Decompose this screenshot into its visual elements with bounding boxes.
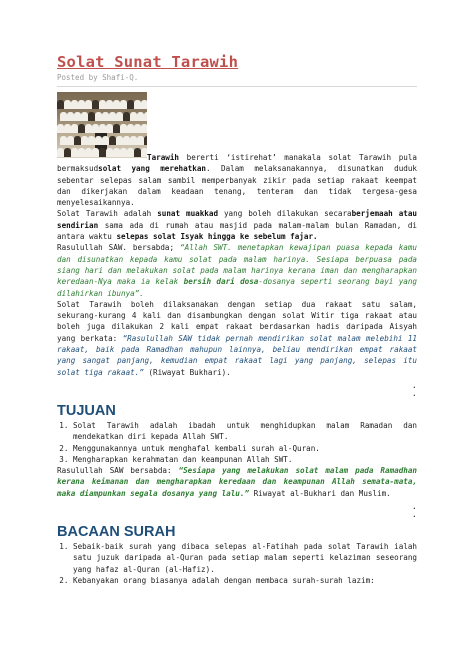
worshipper-figure (127, 100, 134, 109)
worshipper-figure (81, 136, 88, 145)
worshipper-figure (141, 124, 147, 133)
worshipper-figure (120, 100, 127, 109)
worshipper-figure (71, 124, 78, 133)
worshipper-figure (106, 100, 113, 109)
paragraph-method: Solat Tarawih boleh dilaksanakan dengan setiap dua rakaat satu salam, sekurang-kurang 4 kali dan disambungkan dengan solat Witir tiga rakaat atau boleh juga dilakukan 2 kali empat rakaat berdasarkan hadis daripada Aisyah yang berkata: “Rasulullah SAW tidak pernah mendirikan solat malam melebihi 11 rakaat, baik pada Ramadhan mahupun lainnya, beliau mendirikan empat rakaat yang sangat panjang, kemudian empat rakaat lagi yang panjang, selepas itu solat tiga rakaat.” (Riwayat Bukhari). (57, 299, 417, 377)
worshipper-figure (113, 100, 120, 109)
worshipper-figure (88, 136, 95, 145)
header-divider (57, 86, 417, 87)
worshipper-figure (106, 124, 113, 133)
worshipper-figure (99, 124, 106, 133)
heading-tujuan: TUJUAN (57, 402, 116, 419)
worshipper-figure (95, 136, 102, 145)
list-item: 1. Sebaik-baik surah yang dibaca selepas al-Fatihah pada solat Tarawih ialah satu juzuk daripada al-Quran pada setiap malam seperti kelaziman seseorang yang hafaz al-Quran (al-Hafiz). (73, 541, 417, 575)
worshipper-figure (67, 136, 74, 145)
worshipper-figure (113, 124, 120, 133)
worshipper-figure (137, 112, 144, 121)
worshipper-figure (81, 112, 88, 121)
list-item: 3. Mengharapkan kerahmatan dan keampunan Allah SWT. (73, 454, 417, 465)
post-header (57, 52, 417, 87)
paragraph-hadith-1: Rasulullah SAW. bersabda; “Allah SWT. menetapkan kewajipan puasa kepada kamu dan disunatkan kepada kamu solat pada malam harinya. Sesiapa berpuasa pada siang hari dan melakukan solat pada malam harinya kerana iman dan mengharapkan keredaan-Nya maka ia kelak bersih dari dosa-dosanya seperti seorang bayi yang dilahirkan ibunya”. (57, 243, 417, 298)
worshipper-figure (123, 112, 130, 121)
heading-bacaan-surah: BACAAN SURAH (57, 524, 176, 541)
worshipper-figure (64, 124, 71, 133)
post-byline: Posted by Shafi-Q. (57, 73, 139, 82)
list-item: 2. Menggunakannya untuk menghafal kembali surah al-Quran. (73, 443, 417, 454)
worshipper-figure (130, 136, 137, 145)
worshipper-figure (134, 100, 141, 109)
worshipper-figure (109, 112, 116, 121)
worshipper-figure (141, 100, 147, 109)
worshipper-figure (99, 100, 106, 109)
worshipper-figure (60, 112, 67, 121)
separator-dots: . . (411, 380, 417, 399)
worshipper-figure (137, 136, 144, 145)
worshipper-figure (88, 112, 95, 121)
post-title[interactable]: Solat Sunat Tarawih (57, 53, 239, 71)
worshipper-figure (95, 112, 102, 121)
worshipper-figure (144, 112, 147, 121)
worshipper-figure (134, 124, 141, 133)
tarawih-photo (57, 92, 147, 158)
worshipper-figure (123, 136, 130, 145)
worshipper-figure (74, 112, 81, 121)
worshipper-figure (116, 136, 123, 145)
paragraph-definition: Tarawih bererti ‘istirehat’ manakala solat Tarawih pula bermaksudsolat yang merehatkan. Dalam melaksanakannya, disunatkan duduk sebentar selepas salam sambil memperbanyak zikir pada setiap rakaat keempat dan dikerjakan dalam keadaan tenang, tenteram dan tidak tergesa-gesa menyelesaikannya. (57, 153, 417, 208)
worshipper-figure (71, 100, 78, 109)
worshipper-figure (74, 136, 81, 145)
worshipper-figure (102, 136, 109, 145)
worshipper-figure (60, 136, 67, 145)
worshipper-figure (144, 136, 147, 145)
worshipper-figure (85, 100, 92, 109)
worshipper-figure (109, 136, 116, 145)
paragraph-ruling: Solat Tarawih adalah sunat muakkad yang boleh dilakukan secaraberjemaah atau sendirian sama ada di rumah atau masjid pada malam-malam bulan Ramadan, di antara waktu selepas solat Isyak hingga ke sebelum fajar. (57, 209, 417, 242)
worshipper-figure (85, 124, 92, 133)
worshipper-figure (64, 100, 71, 109)
worshipper-figure (92, 124, 99, 133)
worshipper-figure (130, 112, 137, 121)
worshipper-figure (57, 124, 64, 133)
worshipper-figure (127, 124, 134, 133)
worshipper-figure (78, 124, 85, 133)
worshipper-figure (102, 112, 109, 121)
list-item: 2. Kebanyakan orang biasanya adalah dengan membaca surah-surah lazim: (73, 575, 417, 586)
paragraph-hadith-2: Rasulullah SAW bersabda: “Sesiapa yang melakukan solat malam pada Ramadhan kerana keimanan dan mengharapkan keredaan dan keampunan Allah semata-mata, maka diampunkan segala dosanya yang lalu.” Riwayat al-Bukhari dan Muslim. (57, 466, 417, 498)
term-tarawih: Tarawih (147, 153, 180, 162)
tujuan-list (57, 420, 417, 465)
post-body (57, 152, 417, 586)
worshipper-figure (120, 124, 127, 133)
bacaan-list (57, 541, 417, 586)
worshipper-figure (78, 100, 85, 109)
list-item: 1. Solat Tarawih adalah ibadah untuk menghidupkan malam Ramadan dan mendekatkan diri kepada Allah SWT. (73, 420, 417, 443)
worshipper-figure (92, 100, 99, 109)
separator-dots: . . (411, 502, 417, 521)
worshipper-figure (57, 100, 64, 109)
worshipper-figure (67, 112, 74, 121)
worshipper-figure (116, 112, 123, 121)
